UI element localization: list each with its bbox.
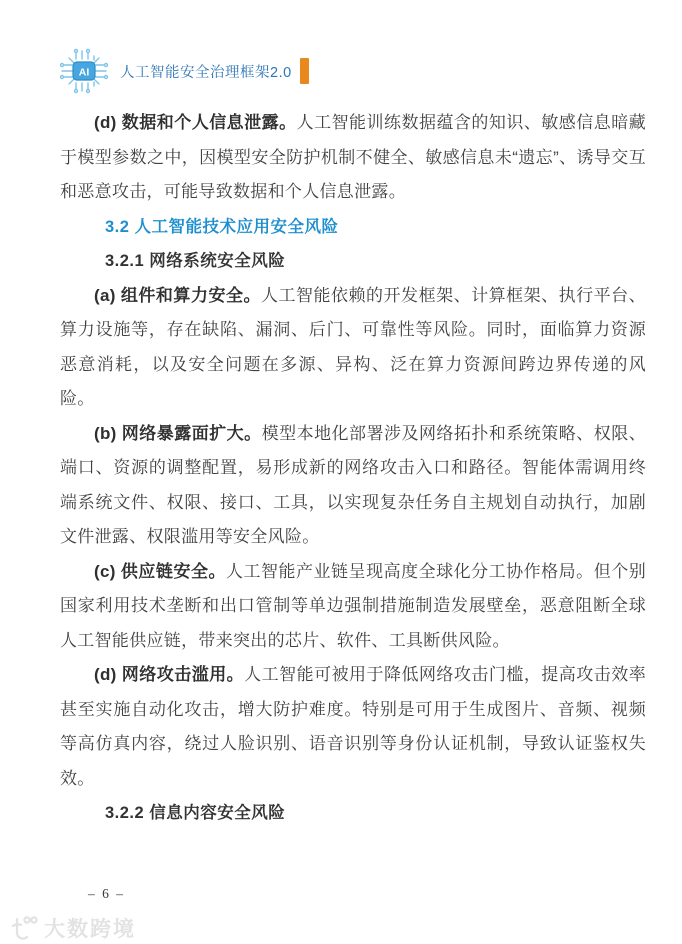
logo-ai-text: AI	[78, 66, 90, 79]
document-header-title: 人工智能安全治理框架2.0	[120, 64, 292, 81]
ai-chip-logo-icon	[56, 43, 112, 99]
paragraph-text: 人工智能可被用于降低网络攻击门槛，提高攻击效率甚至实施自动化攻击，增大防护难度。特别是可用于生成图片、音频、视频等高仿真内容，绕过人脸识别、语音识别等身份认证机制，导致认证鉴权失效。	[60, 665, 647, 788]
paragraph-supply-chain-security	[60, 555, 646, 659]
section-heading-3-2: 3.2 人工智能技术应用安全风险	[105, 217, 339, 236]
paragraph-lead: (a) 组件和算力安全。	[94, 285, 261, 305]
paragraph-data-leak	[60, 106, 646, 210]
subsection-heading-3-2-2: 3.2.2 信息内容安全风险	[105, 804, 286, 822]
paragraph-text: 人工智能依赖的开发框架、计算框架、执行平台、算力设施等，存在缺陷、漏洞、后门、可靠性等风险。同时，面临算力资源恶意消耗，以及安全问题在多源、异构、泛在算力资源间跨边界传递的风险。	[60, 285, 646, 408]
paragraph-text: 人工智能训练数据蕴含的知识、敏感信息暗藏于模型参数之中，因模型安全防护机制不健全、敏感信息未“遗忘”、诱导交互和恶意攻击，可能导致数据和个人信息泄露。	[60, 113, 647, 201]
paragraph-network-exposure	[60, 417, 646, 555]
title-accent-bar	[300, 58, 309, 84]
subsection-heading-3-2-1: 3.2.1 网络系统安全风险	[105, 252, 286, 270]
paragraph-cyber-attack-abuse	[60, 658, 646, 796]
paragraph-component-compute-security	[60, 279, 646, 417]
paragraph-text: 模型本地化部署涉及网络拓扑和系统策略、权限、端口、资源的调整配置，易形成新的网络攻击入口和路径。智能体需调用终端系统文件、权限、接口、工具，以实现复杂任务自主规划自动执行，加剧文件泄露、权限滥用等安全风险。	[60, 423, 646, 546]
page-number: – 6 –	[88, 886, 125, 901]
watermark	[10, 913, 136, 943]
document-body	[60, 106, 646, 831]
paragraph-lead: (b) 网络暴露面扩大。	[94, 423, 262, 443]
paragraph-lead: (c) 供应链安全。	[94, 561, 226, 581]
watermark-logo-icon	[10, 914, 40, 942]
paragraph-lead: (d) 数据和个人信息泄露。	[94, 113, 297, 132]
page-header	[56, 42, 309, 100]
paragraph-lead: (d) 网络攻击滥用。	[94, 665, 245, 684]
paragraph-text: 人工智能产业链呈现高度全球化分工协作格局。但个别国家利用技术垄断和出口管制等单边强制措施制造发展壁垒，恶意阻断全球人工智能供应链，带来突出的芯片、软件、工具断供风险。	[60, 561, 647, 650]
watermark-text: 大数跨境	[44, 918, 136, 941]
